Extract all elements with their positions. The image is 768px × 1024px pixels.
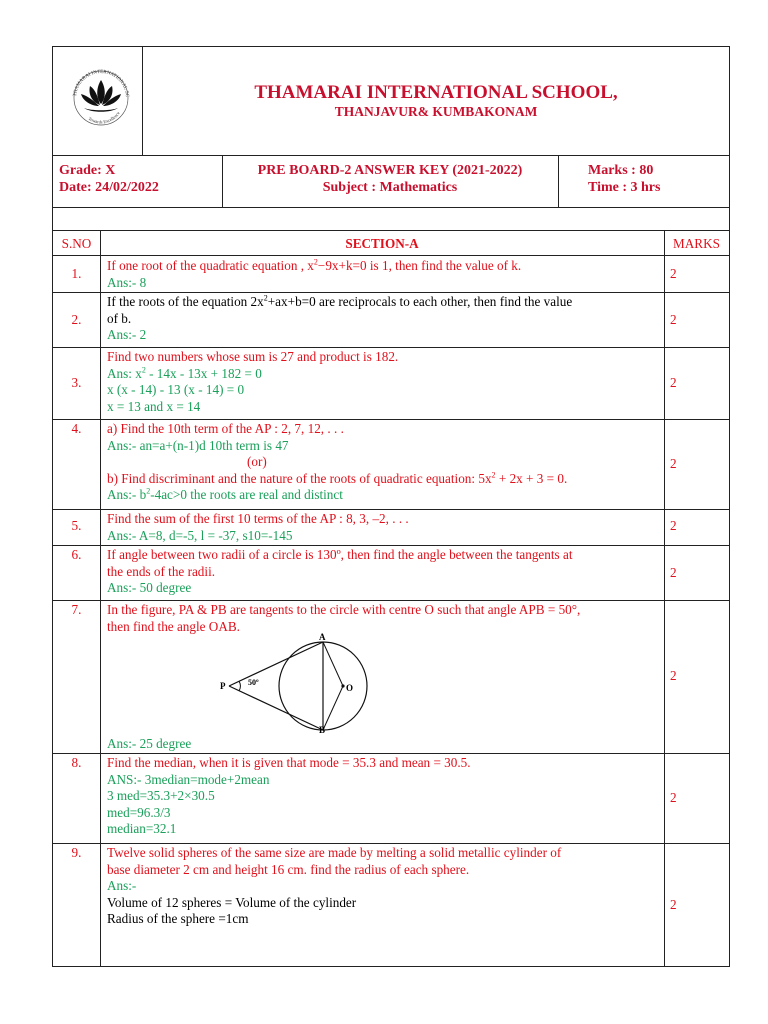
question-8 xyxy=(107,755,659,838)
answer-line: Ans: $x^2 - 14x - 13x + 182 = 0$ xyxy=(107,365,262,381)
section-heading: SECTION-A xyxy=(345,236,419,251)
logo-motto-text: Towards Excellence xyxy=(87,110,121,125)
question-text: Find the median, when it is given that mode = 35.3 and mean = 30.5. xyxy=(107,755,471,770)
border-line xyxy=(52,155,53,207)
answer-line: 3 med=35.3+2×30.5 xyxy=(107,788,215,803)
column-header-sno: S.NO xyxy=(61,236,92,251)
label-a: A xyxy=(319,632,326,642)
border-line xyxy=(100,230,101,967)
question-2 xyxy=(107,294,659,344)
column-header-marks: MARKS xyxy=(673,236,720,251)
svg-text:Towards Excellence xyxy=(87,111,120,125)
answer-line: med=96.3/3 xyxy=(107,804,171,820)
centre-point xyxy=(341,684,344,687)
subject-label: Subject : Mathematics xyxy=(322,180,458,195)
question-marks: 2 xyxy=(670,790,677,805)
logo-ring-text: THAMARAI INTERNATIONAL SC xyxy=(73,69,130,98)
border-line xyxy=(558,155,559,207)
question-number: 3. xyxy=(71,375,82,390)
tangent-circle-figure xyxy=(215,632,375,734)
question-6 xyxy=(107,547,659,597)
question-marks: 2 xyxy=(670,375,677,390)
question-marks: 2 xyxy=(670,312,677,327)
question-text-cont: the ends of the radii. xyxy=(107,563,216,579)
question-3 xyxy=(107,349,659,415)
answer-text: Ans:- $b^2-4ac>0$ the roots are real and distinct xyxy=(107,486,343,502)
question-number: 1. xyxy=(71,266,82,281)
border-line xyxy=(52,509,730,510)
question-5 xyxy=(107,511,659,544)
answer-line: x (x - 14) - 13 (x - 14) = 0 xyxy=(107,382,245,397)
question-text: If the roots of the equation $2x^2+ax+b=0$ are reciprocals to each other, then find the value xyxy=(107,293,573,309)
border-line xyxy=(52,255,730,256)
question-text: In the figure, PA & PB are tangents to the circle with centre O such that angle APB = 50°, xyxy=(107,602,581,617)
question-text: Find two numbers whose sum is 27 and product is 182. xyxy=(107,349,399,364)
answer-line: Radius of the sphere =1cm xyxy=(107,911,249,926)
question-text-cont: of b. xyxy=(107,310,132,326)
date-label: Date: 24/02/2022 xyxy=(59,180,159,195)
border-line xyxy=(52,966,730,967)
school-name: THAMARAI INTERNATIONAL SCHOOL, xyxy=(254,82,618,103)
angle-arc xyxy=(239,681,240,691)
tangent-pb xyxy=(229,686,323,730)
border-line xyxy=(52,753,730,754)
label-o: O xyxy=(346,683,354,693)
border-line xyxy=(52,347,730,348)
question-text-cont: base diameter 2 cm and height 16 cm. find the radius of each sphere. xyxy=(107,861,470,877)
total-marks: Marks : 80 xyxy=(588,163,654,178)
question-marks: 2 xyxy=(670,897,677,912)
question-number: 2. xyxy=(71,312,82,327)
question-text: Find the sum of the first 10 terms of the AP : 8, 3, –2, . . . xyxy=(107,511,409,526)
border-line xyxy=(52,545,730,546)
radius-oa xyxy=(323,642,343,686)
question-number: 6. xyxy=(71,547,82,562)
question-1 xyxy=(107,258,659,291)
border-line xyxy=(52,207,730,208)
school-logo xyxy=(66,58,136,136)
question-number: 5. xyxy=(71,518,82,533)
border-line xyxy=(729,155,730,207)
answer-line: ANS:- 3median=mode+2mean xyxy=(107,771,270,787)
question-text: a) Find the 10th term of the AP : 2, 7, 12, . . . xyxy=(107,421,344,436)
answer-line: median=32.1 xyxy=(107,821,177,836)
border-line xyxy=(729,207,730,967)
answer-text: Ans:- A=8, d=-5, l = -37, s10=-145 xyxy=(107,527,293,543)
border-line xyxy=(52,46,730,47)
label-p: P xyxy=(220,681,226,691)
border-line xyxy=(52,600,730,601)
border-line xyxy=(664,230,665,967)
question-text: If one root of the quadratic equation , $x^2-9x+k=0$ is 1, then find the value of k. xyxy=(107,257,522,273)
question-9 xyxy=(107,845,659,928)
question-marks: 2 xyxy=(670,668,677,683)
radius-ob xyxy=(323,686,343,730)
question-number: 8. xyxy=(71,755,82,770)
question-text: If angle between two radii of a circle is 130º, then find the angle between the tangents at xyxy=(107,547,573,562)
border-line xyxy=(52,419,730,420)
answer-line: x = 13 and x = 14 xyxy=(107,398,201,414)
or-separator: (or) xyxy=(247,454,267,469)
question-number: 7. xyxy=(71,602,82,617)
answer-text: Ans:- an=a+(n-1)d 10th term is 47 xyxy=(107,437,289,453)
question-4 xyxy=(107,421,659,504)
question-number: 9. xyxy=(71,845,82,860)
answer-label: Ans:- xyxy=(107,878,137,893)
question-marks: 2 xyxy=(670,456,677,471)
answer-line: Volume of 12 spheres = Volume of the cylinder xyxy=(107,894,357,910)
border-line xyxy=(52,46,53,156)
border-line xyxy=(52,843,730,844)
question-text: Twelve solid spheres of the same size are made by melting a solid metallic cylinder of xyxy=(107,845,562,860)
lotus-logo-icon xyxy=(66,58,136,136)
tangent-pa xyxy=(229,642,323,686)
question-7 xyxy=(107,602,659,635)
answer-text: Ans:- 25 degree xyxy=(107,736,192,751)
question-marks: 2 xyxy=(670,565,677,580)
school-location: THANJAVUR& KUMBAKONAM xyxy=(334,104,538,119)
answer-text: Ans:- 2 xyxy=(107,327,147,342)
question-text-cont: then find the angle OAB. xyxy=(107,618,240,634)
question-number: 4. xyxy=(71,421,82,436)
question-marks: 2 xyxy=(670,266,677,281)
border-line xyxy=(52,230,730,231)
border-line xyxy=(52,155,730,156)
time-label: Time : 3 hrs xyxy=(588,180,661,195)
answer-text: Ans:- 8 xyxy=(107,274,147,290)
question-text: b) Find discriminant and the nature of the roots of quadratic equation: $5x^2 + 2x + 3 = 0$. xyxy=(107,470,568,486)
label-angle: 50º xyxy=(248,678,259,687)
border-line xyxy=(52,292,730,293)
exam-title: PRE BOARD-2 ANSWER KEY (2021-2022) xyxy=(257,163,523,178)
label-b: B xyxy=(319,725,326,734)
grade-label: Grade: X xyxy=(59,163,116,178)
answer-text: Ans:- 50 degree xyxy=(107,580,192,595)
question-marks: 2 xyxy=(670,518,677,533)
